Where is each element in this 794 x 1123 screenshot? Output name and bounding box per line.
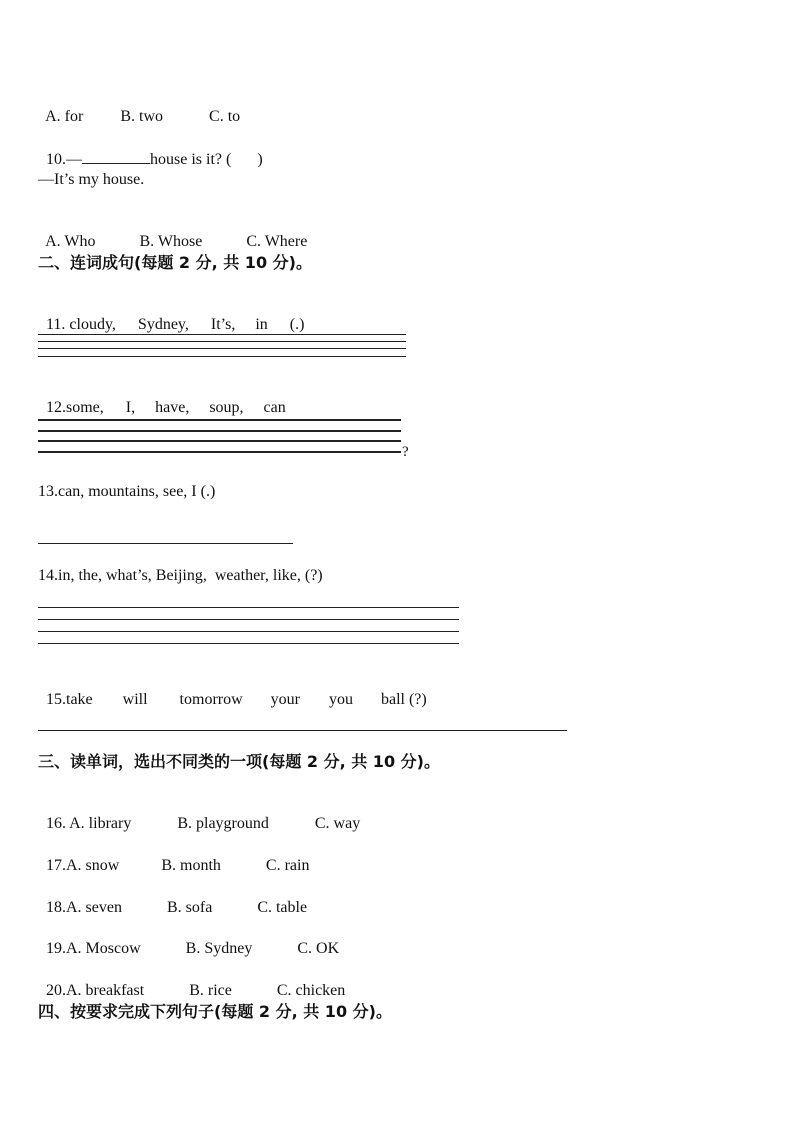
q16-option-a: 16. A. library bbox=[46, 815, 132, 832]
q15-answer-line[interactable] bbox=[38, 730, 567, 731]
q17-options bbox=[38, 836, 309, 876]
q11-answer-line[interactable] bbox=[38, 341, 406, 342]
q12-words bbox=[38, 378, 286, 418]
q12-word-2: I, bbox=[125, 399, 136, 416]
q10-option-b: B. Whose bbox=[139, 233, 203, 250]
q10-answer: —It’s my house. bbox=[38, 171, 145, 188]
q11-word-4: in bbox=[255, 316, 268, 333]
q12-answer-line[interactable] bbox=[38, 451, 401, 453]
q20-option-a: 20.A. breakfast bbox=[46, 982, 145, 999]
q20-option-c: C. chicken bbox=[276, 982, 346, 999]
q18-option-a: 18.A. seven bbox=[46, 899, 122, 916]
q12-word-1: 12.some, bbox=[46, 399, 104, 416]
q15-word-3: tomorrow bbox=[179, 691, 243, 708]
q14-answer-line[interactable] bbox=[38, 619, 459, 620]
q12-answer-line[interactable] bbox=[38, 430, 401, 432]
q10-options bbox=[38, 212, 307, 252]
q13-answer-line[interactable] bbox=[38, 543, 293, 544]
q15-word-6: ball (?) bbox=[380, 691, 427, 708]
q10-option-c: C. Where bbox=[246, 233, 308, 250]
q18-option-c: C. table bbox=[257, 899, 308, 916]
q17-option-b: B. month bbox=[161, 857, 221, 874]
q11-word-3: It’s, bbox=[210, 316, 236, 333]
q17-option-c: C. rain bbox=[265, 857, 310, 874]
q17-option-a: 17.A. snow bbox=[46, 857, 120, 874]
q11-answer-line[interactable] bbox=[38, 356, 406, 357]
q12-word-3: have, bbox=[155, 399, 190, 416]
section4-title: 四、按要求完成下列句子(每题 2 分, 共 10 分)。 bbox=[38, 1002, 392, 1021]
q19-option-b: B. Sydney bbox=[185, 940, 253, 957]
q11-words bbox=[38, 295, 304, 335]
q16-option-b: B. playground bbox=[177, 815, 269, 832]
q12-word-5: can bbox=[263, 399, 286, 416]
q16-options bbox=[38, 794, 360, 834]
q10-option-a: A. Who bbox=[45, 233, 96, 250]
section3-title: 三、读单词，选出不同类的一项(每题 2 分, 共 10 分)。 bbox=[38, 752, 440, 771]
q11-answer-line[interactable] bbox=[38, 348, 406, 349]
q12-end-mark: ? bbox=[402, 444, 409, 460]
q10-prefix: 10.— bbox=[46, 151, 82, 168]
q20-options bbox=[38, 961, 345, 1001]
q12-answer-line[interactable] bbox=[38, 440, 401, 442]
q11-answer-line[interactable] bbox=[38, 334, 406, 335]
q9-option-a: A. for bbox=[45, 108, 84, 125]
q19-options bbox=[38, 919, 339, 959]
q14-answer-line[interactable] bbox=[38, 643, 459, 644]
q9-option-c: C. to bbox=[209, 108, 241, 125]
q15-word-5: you bbox=[328, 691, 353, 708]
q15-word-4: your bbox=[270, 691, 300, 708]
q10-blank[interactable] bbox=[82, 149, 150, 164]
q10-question bbox=[38, 129, 263, 170]
q19-option-c: C. OK bbox=[297, 940, 340, 957]
q16-option-c: C. way bbox=[314, 815, 361, 832]
q18-option-b: B. sofa bbox=[166, 899, 213, 916]
q10-suffix: house is it? ( bbox=[150, 151, 232, 168]
q19-option-a: 19.A. Moscow bbox=[46, 940, 141, 957]
section2-title: 二、连词成句(每题 2 分, 共 10 分)。 bbox=[38, 253, 312, 272]
q12-word-4: soup, bbox=[209, 399, 244, 416]
q14-answer-line[interactable] bbox=[38, 607, 459, 608]
q15-word-1: 15.take bbox=[46, 691, 93, 708]
q13-words: 13.can, mountains, see, I (.) bbox=[38, 483, 216, 500]
q11-word-5: (.) bbox=[289, 316, 305, 333]
q14-words: 14.in, the, what’s, Beijing, weather, like, (?) bbox=[38, 567, 323, 584]
q18-options bbox=[38, 878, 307, 918]
q9-options bbox=[38, 87, 240, 127]
q11-word-1: 11. cloudy, bbox=[46, 316, 116, 333]
q10-close: ) bbox=[257, 151, 263, 168]
q9-option-b: B. two bbox=[120, 108, 164, 125]
q14-answer-line[interactable] bbox=[38, 631, 459, 632]
q20-option-b: B. rice bbox=[189, 982, 232, 999]
q11-word-2: Sydney, bbox=[137, 316, 189, 333]
q15-words bbox=[38, 670, 427, 710]
q15-word-2: will bbox=[122, 691, 148, 708]
q12-answer-line[interactable] bbox=[38, 419, 401, 421]
